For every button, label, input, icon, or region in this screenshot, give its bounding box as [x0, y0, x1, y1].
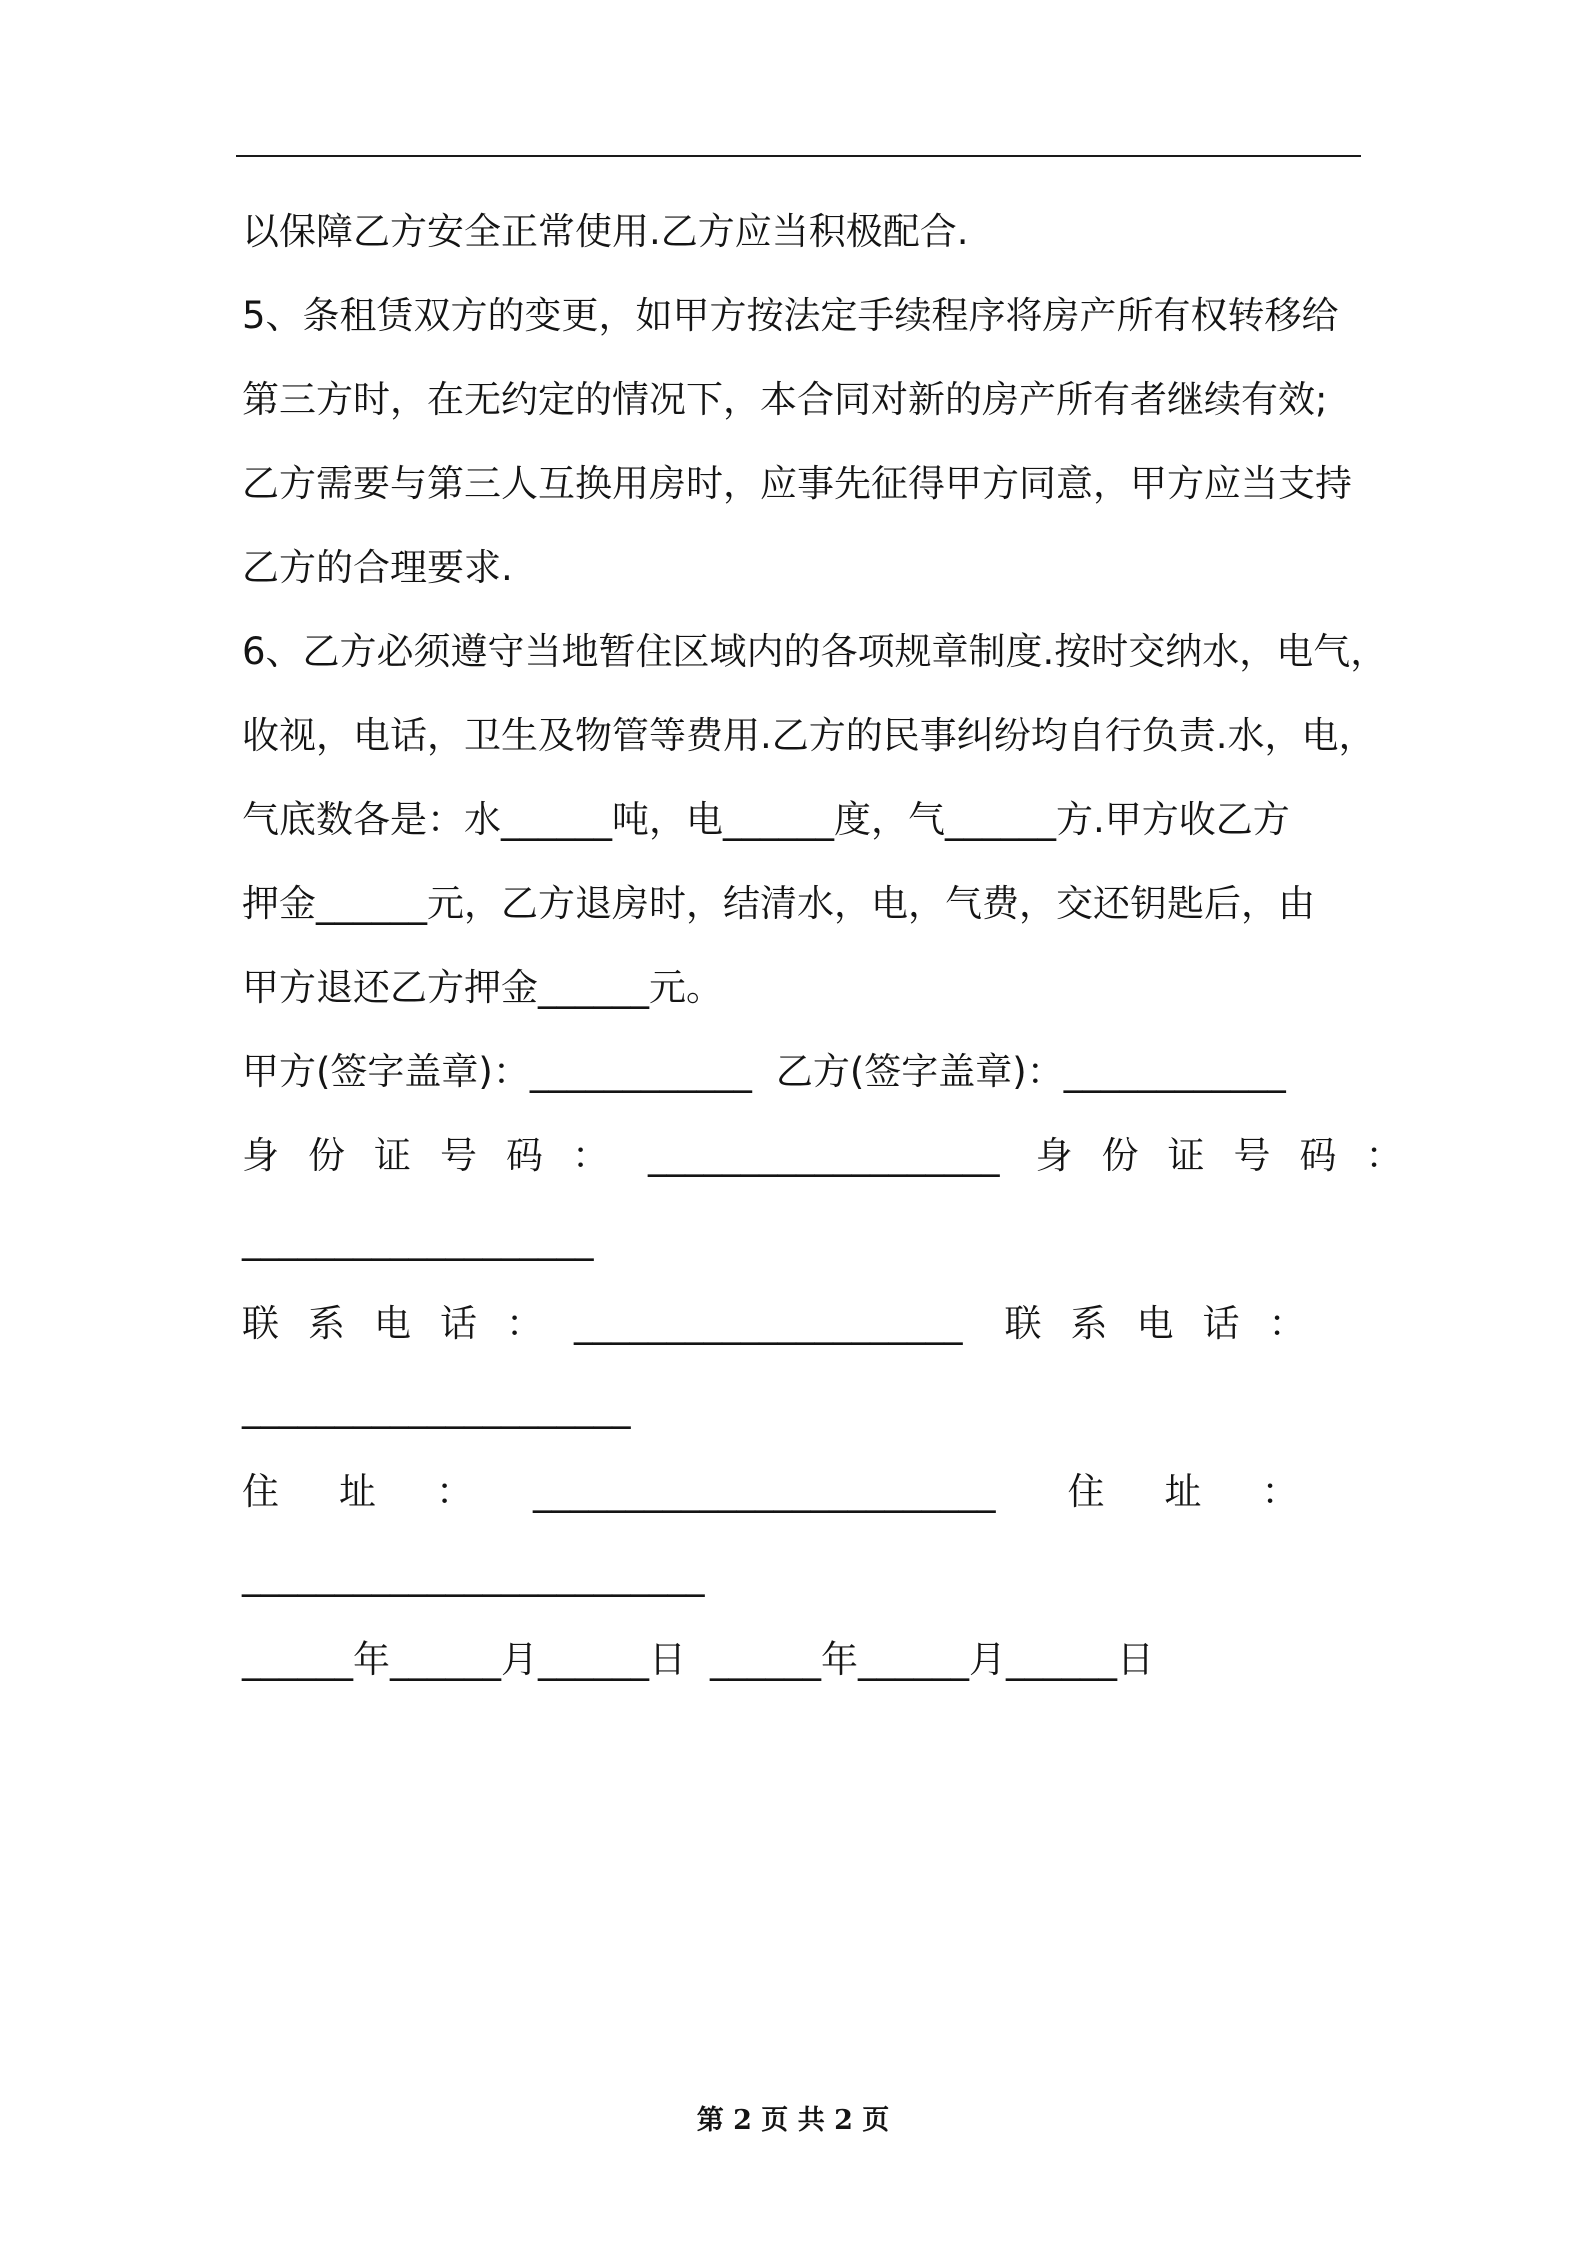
- id-blank-a: ___________________: [648, 1134, 1000, 1177]
- address-label-b: 住址：: [1067, 1470, 1359, 1513]
- body-line: 押金______元，乙方退房时，结清水，电，气费，交还钥匙后，由: [242, 882, 1315, 925]
- id-number-row: [242, 1120, 1432, 1204]
- page-number-footer: 第 2 页 共 2 页: [696, 2105, 890, 2136]
- phone-row-continued: [242, 1372, 1382, 1456]
- phone-label-b: 联系电话：: [1004, 1302, 1335, 1345]
- body-line: 乙方的合理要求.: [242, 546, 513, 589]
- address-row: [242, 1456, 1382, 1540]
- date-b: ______年______月______日: [710, 1638, 1154, 1681]
- signature-row: [242, 1036, 1382, 1120]
- id-number-row-continued: [242, 1204, 1382, 1288]
- body-line: 气底数各是：水______吨，电______度，气______方.甲方收乙方: [242, 798, 1290, 841]
- address-blank-a: _________________________: [533, 1470, 996, 1513]
- address-blank-b: _________________________: [242, 1554, 705, 1597]
- date-a: ______年______月______日: [242, 1638, 686, 1681]
- body-line: 乙方需要与第三人互换用房时，应事先征得甲方同意，甲方应当支持: [242, 462, 1352, 505]
- id-label-b: 身份证号码：: [1035, 1134, 1432, 1177]
- clause-5-line: 5、条租赁双方的变更，如甲方按法定手续程序将房产所有权转移给: [242, 294, 1339, 337]
- address-row-continued: [242, 1540, 1382, 1624]
- date-row: [242, 1624, 1382, 1708]
- address-label-a: 住址：: [242, 1470, 533, 1513]
- body-line: 收视，电话，卫生及物管等费用.乙方的民事纠纷均自行负责.水，电，: [242, 714, 1376, 757]
- document-body: [242, 196, 1432, 1708]
- id-blank-b: ___________________: [242, 1218, 594, 1261]
- phone-blank-b: _____________________: [242, 1386, 631, 1429]
- id-label-a: 身份证号码：: [242, 1134, 638, 1177]
- header-rule: [236, 155, 1361, 157]
- phone-label-a: 联系电话：: [242, 1302, 572, 1345]
- body-line: 以保障乙方安全正常使用.乙方应当积极配合.: [242, 210, 969, 253]
- party-a-signature: 甲方(签字盖章)：____________: [242, 1050, 752, 1093]
- party-b-signature: 乙方(签字盖章)：____________: [775, 1050, 1286, 1093]
- body-line: 第三方时，在无约定的情况下，本合同对新的房产所有者继续有效;: [242, 378, 1328, 421]
- clause-6-line: 6、乙方必须遵守当地暂住区域内的各项规章制度.按时交纳水，电气，: [242, 630, 1388, 673]
- phone-blank-a: _____________________: [574, 1302, 963, 1345]
- body-line: 甲方退还乙方押金______元。: [242, 966, 723, 1009]
- phone-row: [242, 1288, 1382, 1372]
